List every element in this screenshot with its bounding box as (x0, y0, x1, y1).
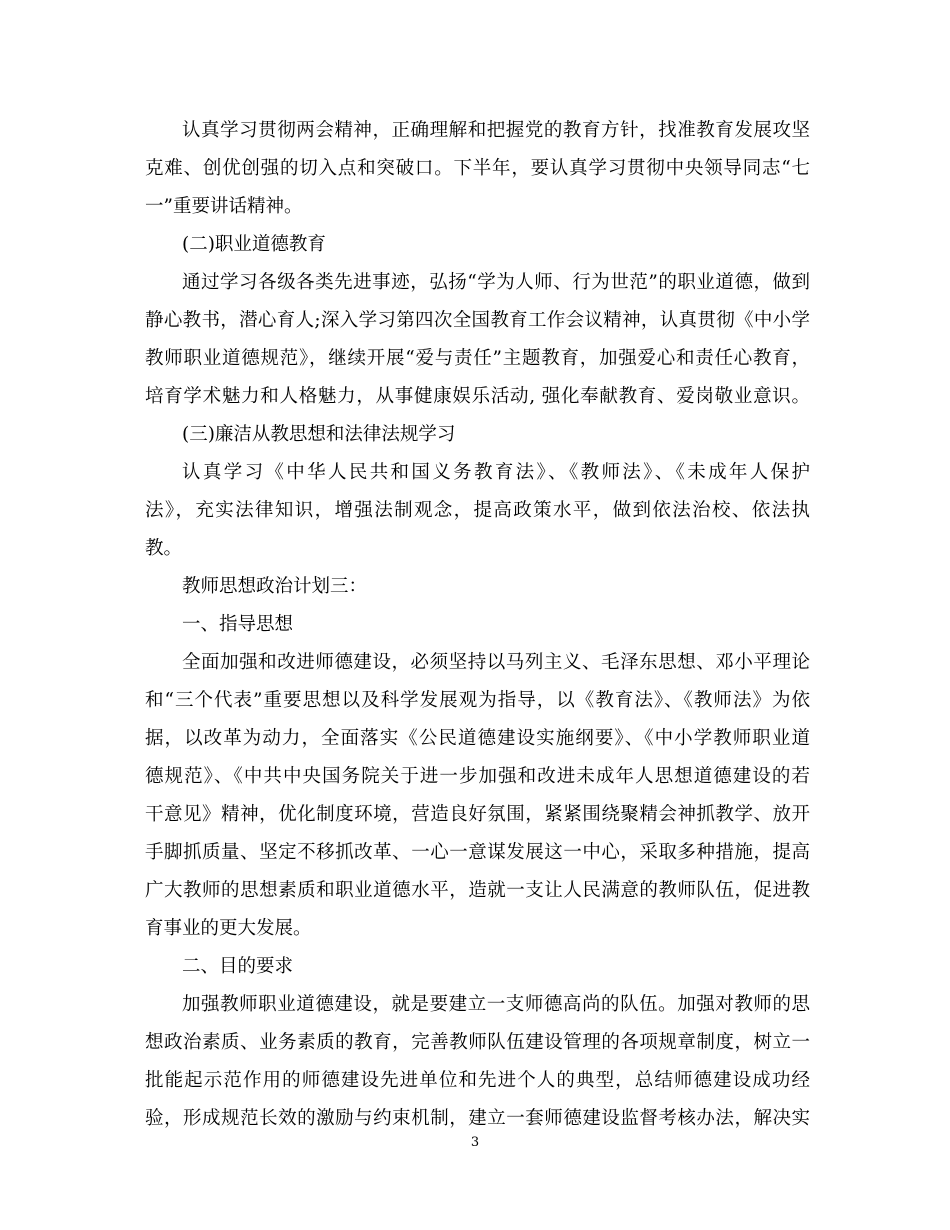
text-line: 批能起示范作用的师德建设先进单位和先进个人的典型，总结师德建设成功经 (145, 1070, 810, 1091)
text-line: 据，以改革为动力，全面落实《公民道德建设实施纲要》、《中小学教师职业道 (145, 728, 810, 749)
text-line: 验，形成规范长效的激励与约束机制，建立一套师德建设监督考核办法，解决实 (145, 1108, 810, 1129)
text-line: 全面加强和改进师德建设，必须坚持以马列主义、毛泽东思想、邓小平理论 (182, 652, 810, 673)
text-line: 育事业的更大发展。 (145, 918, 312, 939)
text-line: (三)廉洁从教思想和法律法规学习 (182, 424, 456, 445)
text-line: 和“三个代表”重要思想以及科学发展观为指导，以《教育法》、《教师法》为依 (145, 690, 810, 711)
text-line: 二、目的要求 (182, 956, 294, 977)
text-line: 加强教师职业道德建设，就是要建立一支师德高尚的队伍。加强对教师的思 (182, 994, 810, 1015)
text-line: 一”重要讲话精神。 (145, 196, 303, 217)
text-line: 认真学习贯彻两会精神，正确理解和把握党的教育方针，找准教育发展攻坚 (182, 120, 810, 141)
text-line: 想政治素质、业务素质的教育，完善教师队伍建设管理的各项规章制度，树立一 (145, 1032, 810, 1053)
text-line: 教师思想政治计划三： (182, 576, 368, 597)
text-line: 干意见》精神，优化制度环境，营造良好氛围，紧紧围绕聚精会神抓教学、放开 (145, 804, 810, 825)
text-line: 通过学习各级各类先进事迹，弘扬“学为人师、行为世范”的职业道德，做到 (182, 272, 810, 293)
text-line: 广大教师的思想素质和职业道德水平，造就一支让人民满意的教师队伍，促进教 (145, 880, 810, 901)
text-line: 静心教书，潜心育人;深入学习第四次全国教育工作会议精神，认真贯彻《中小学 (145, 310, 810, 331)
text-line: 认真学习《中华人民共和国义务教育法》、《教师法》、《未成年人保护 (182, 462, 810, 483)
text-line: 德规范》、《中共中央国务院关于进一步加强和改进未成年人思想道德建设的若 (145, 766, 810, 787)
text-line: 克难、创优创强的切入点和突破口。下半年，要认真学习贯彻中央领导同志“七 (145, 158, 810, 179)
page-number: 3 (470, 1135, 480, 1150)
document-body (145, 112, 810, 1138)
text-line: 一、指导思想 (182, 614, 294, 635)
text-line: 手脚抓质量、坚定不移抓改革、一心一意谋发展这一中心，采取多种措施，提高 (145, 842, 810, 863)
text-line: 教。 (145, 538, 183, 559)
text-line: (二)职业道德教育 (182, 234, 326, 255)
text-line: 教师职业道德规范》，继续开展“爱与责任”主题教育，加强爱心和责任心教育， (145, 348, 810, 369)
text-line: 法》，充实法律知识，增强法制观念，提高政策水平，做到依法治校、依法执 (145, 500, 810, 521)
text-line: 培育学术魅力和人格魅力，从事健康娱乐活动, 强化奉献教育、爱岗敬业意识。 (145, 386, 810, 407)
